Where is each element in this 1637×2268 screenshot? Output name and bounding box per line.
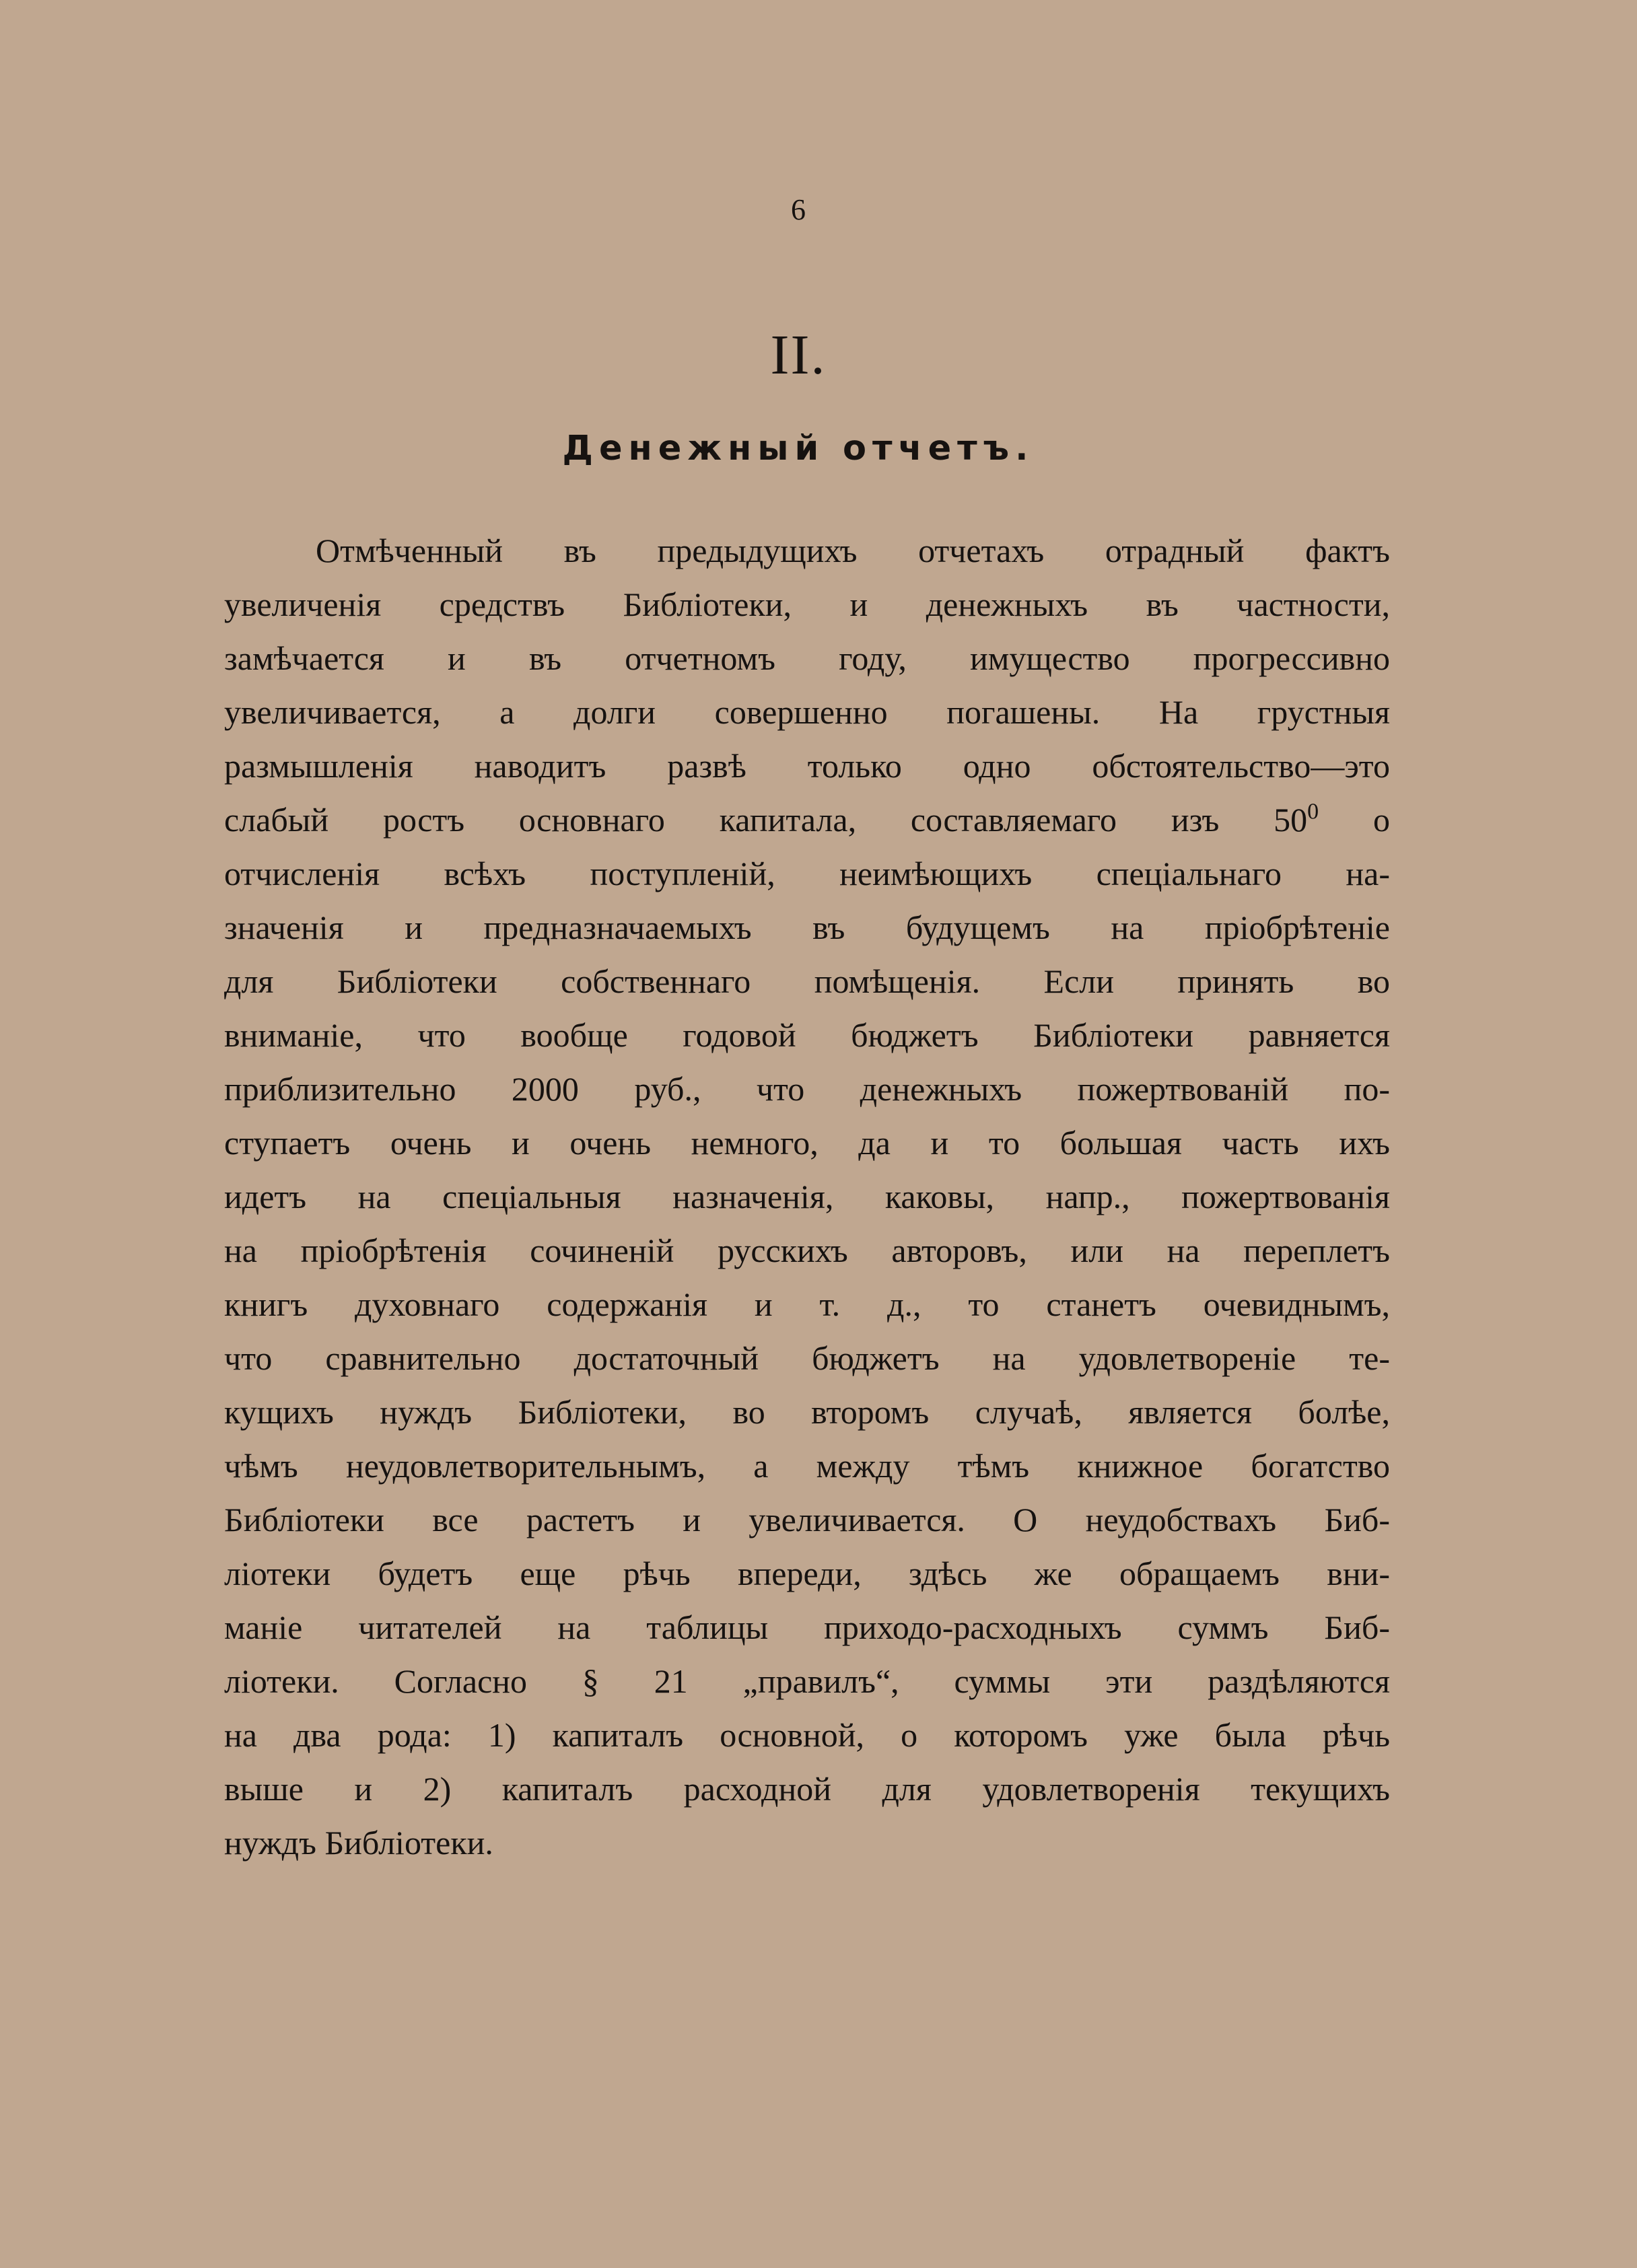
text-line: увеличенія средствъ Библіотеки, и денежныхъ въ частности, — [224, 586, 1390, 623]
text-line: выше и 2) капиталъ расходной для удовлетворенія текущихъ — [224, 1770, 1390, 1808]
text-line: для Библіотеки собственнаго помѣщенія. Если принять во — [224, 962, 1390, 1000]
body-text — [224, 524, 1390, 1870]
text-line: что сравнительно достаточный бюджетъ на удовлетвореніе те- — [224, 1339, 1390, 1377]
page-number: 6 — [791, 193, 806, 226]
text-line-segment-tail: о — [1319, 801, 1390, 839]
text-line: вниманіе, что вообще годовой бюджетъ Библіотеки равняется — [224, 1016, 1390, 1054]
text-line: ліотеки. Согласно § 21 „правилъ“, суммы эти раздѣляются — [224, 1662, 1390, 1700]
text-line: идетъ на спеціальныя назначенія, каковы, напр., пожертвованія — [224, 1178, 1390, 1215]
section-title: Денежный отчетъ. — [562, 429, 1035, 468]
text-line: отчисленія всѣхъ поступленій, неимѣющихъ спеціальнаго на- — [224, 855, 1390, 892]
text-line: маніе читателей на таблицы приходо-расходныхъ суммъ Биб- — [224, 1608, 1390, 1646]
text-line: значенія и предназначаемыхъ въ будущемъ на пріобрѣтеніе — [224, 909, 1390, 946]
text-line-last: нуждъ Библіотеки. — [224, 1824, 493, 1862]
text-line: ліотеки будетъ еще рѣчь впереди, здѣсь же обращаемъ вни- — [224, 1555, 1390, 1592]
text-line-with-percent — [224, 793, 1390, 847]
text-line: замѣчается и въ отчетномъ году, имущество прогрессивно — [224, 639, 1390, 677]
text-line: на два рода: 1) капиталъ основной, о которомъ уже была рѣчь — [224, 1716, 1390, 1754]
text-line: увеличивается, а долги совершенно погашены. На грустныя — [224, 693, 1390, 731]
superscript-zero: 0 — [1307, 799, 1319, 824]
text-line-segment: слабый ростъ основнаго капитала, составляемаго изъ 50 — [224, 801, 1308, 839]
text-line: чѣмъ неудовлетворительнымъ, а между тѣмъ книжное богатство — [224, 1447, 1390, 1485]
section-numeral: II. — [770, 324, 827, 386]
text-line: Библіотеки все растетъ и увеличивается. О неудобствахъ Биб- — [224, 1501, 1390, 1538]
text-line: ступаетъ очень и очень немного, да и то большая часть ихъ — [224, 1124, 1390, 1162]
text-line: Отмѣченный въ предыдущихъ отчетахъ отрадный фактъ — [316, 532, 1390, 569]
text-line: приблизительно 2000 руб., что денежныхъ пожертвованій по- — [224, 1070, 1390, 1108]
text-line: размышленія наводитъ развѣ только одно обстоятельство—это — [224, 747, 1390, 785]
text-line: книгъ духовнаго содержанія и т. д., то станетъ очевиднымъ, — [224, 1285, 1390, 1323]
text-line: кущихъ нуждъ Библіотеки, во второмъ случаѣ, является болѣе, — [224, 1393, 1390, 1431]
text-line: на пріобрѣтенія сочиненій русскихъ авторовъ, или на переплетъ — [224, 1232, 1390, 1269]
